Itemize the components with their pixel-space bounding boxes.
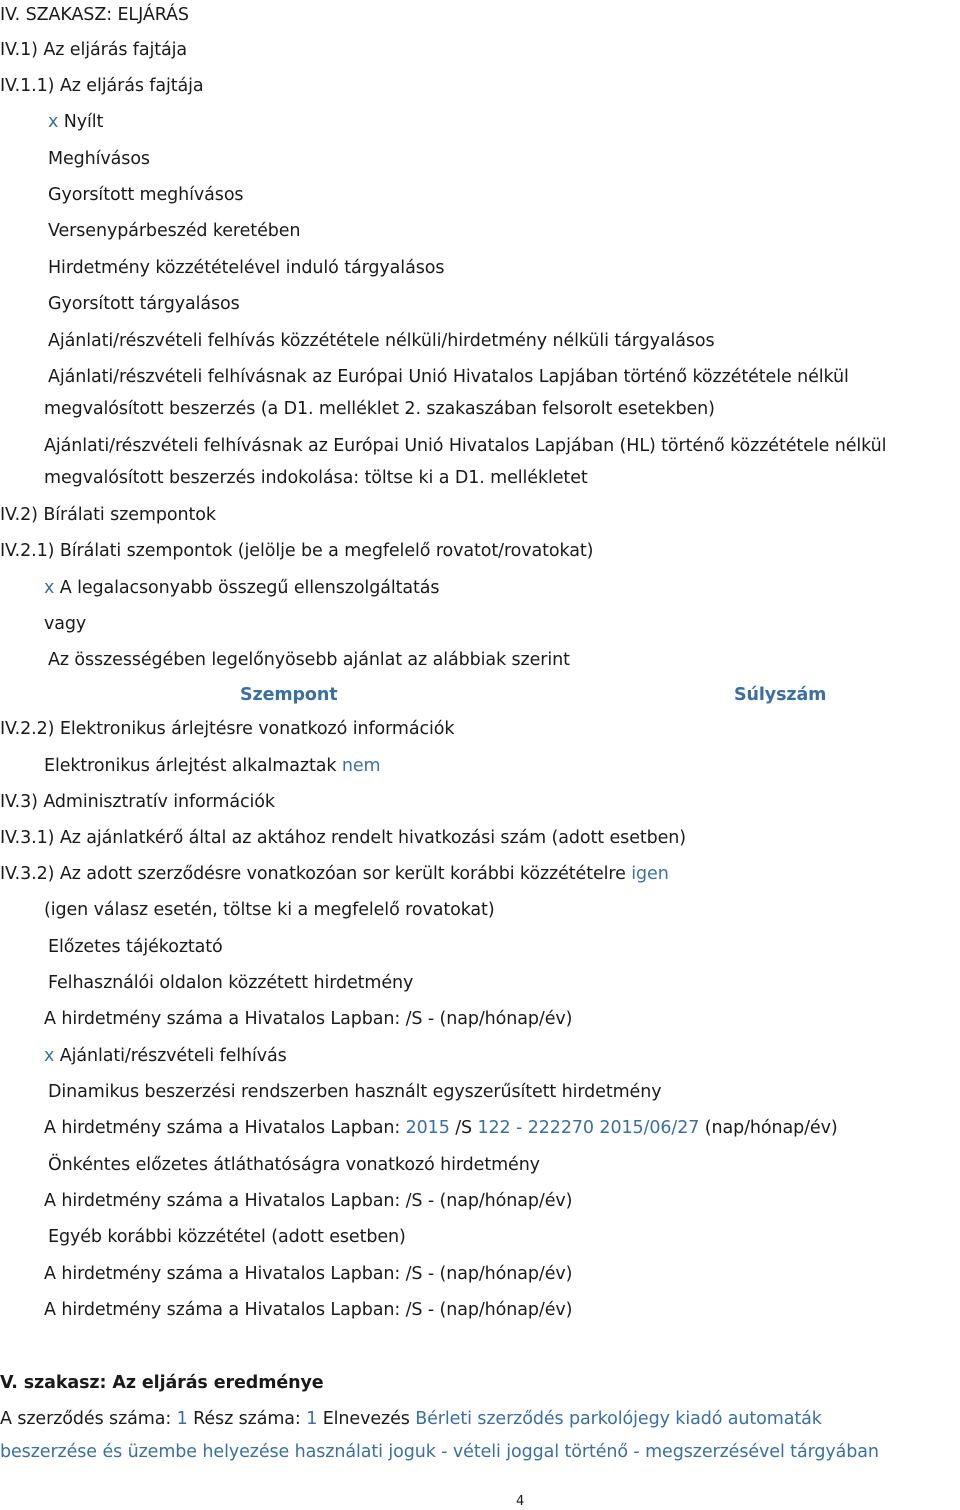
heading-iv-1-1: IV.1.1) Az eljárás fajtája: [0, 76, 204, 96]
contract-number: 1: [176, 1409, 188, 1429]
heading-iv-2: IV.2) Bírálati szempontok: [0, 505, 216, 525]
checked-mark: x: [48, 112, 59, 132]
oj-notice-number-empty: A hirdetmény száma a Hivatalos Lapban: /S - (nap/hónap/év): [44, 1300, 573, 1320]
weight-column-header: Súlyszám: [734, 685, 827, 705]
eu-justification-line1: Ajánlati/részvételi felhívásnak az Európai Unió Hivatalos Lapjában (HL) történő közzététele nélkül: [44, 436, 887, 456]
eu-no-publication-line1: Ajánlati/részvételi felhívásnak az Európai Unió Hivatalos Lapjában történő közzététele nélkül: [48, 367, 849, 387]
prior-information-notice: Előzetes tájékoztató: [48, 937, 223, 957]
heading-iv-3-2: IV.3.2) Az adott szerződésre vonatkozóan sor került korábbi közzétételre igen: [0, 864, 669, 884]
heading-iv-2-1: IV.2.1) Bírálati szempontok (jelölje be a megfelelő rovatot/rovatokat): [0, 541, 594, 561]
proc-type-accelerated-restricted: Gyorsított meghívásos: [48, 185, 244, 205]
lot-number: 1: [306, 1409, 318, 1429]
heading-iv-3-1: IV.3.1) Az ajánlatkérő által az aktához rendelt hivatkozási szám (adott esetben): [0, 828, 687, 848]
oj-notice-number: 222270: [527, 1118, 594, 1138]
proc-type-competitive-dialogue: Versenypárbeszéd keretében: [48, 221, 301, 241]
or-label: vagy: [44, 614, 87, 634]
eu-no-publication-line2: megvalósított beszerzés (a D1. melléklet 2. szakaszában felsorolt esetekben): [44, 399, 715, 419]
criterion-column-header: Szempont: [240, 685, 338, 705]
heading-iv-1: IV.1) Az eljárás fajtája: [0, 40, 188, 60]
if-yes-note: (igen válasz esetén, töltse ki a megfelelő rovatokat): [44, 900, 495, 920]
proc-type-negotiated-with-notice: Hirdetmény közzétételével induló tárgyalásos: [48, 258, 445, 278]
heading-iv-3: IV.3) Adminisztratív információk: [0, 792, 275, 812]
electronic-auction-row: Elektronikus árlejtést alkalmaztak nem: [44, 756, 381, 776]
voluntary-ex-ante-notice: Önkéntes előzetes átláthatóságra vonatkozó hirdetmény: [48, 1155, 540, 1175]
heading-iv-2-2: IV.2.2) Elektronikus árlejtésre vonatkozó információk: [0, 719, 455, 739]
proc-type-open: x Nyílt: [48, 112, 104, 132]
oj-notice-number-empty: A hirdetmény száma a Hivatalos Lapban: /S - (nap/hónap/év): [44, 1191, 573, 1211]
section-5-title: V. szakasz: Az eljárás eredménye: [0, 1373, 324, 1393]
contract-title: Bérleti szerződés parkolójegy kiadó automaták: [415, 1409, 822, 1429]
section-4-title: IV. SZAKASZ: ELJÁRÁS: [0, 5, 189, 25]
oj-date: 2015/06/27: [599, 1118, 700, 1138]
oj-notice-number-empty: A hirdetmény száma a Hivatalos Lapban: /S - (nap/hónap/év): [44, 1009, 573, 1029]
dps-notice: Dinamikus beszerzési rendszerben használt egyszerűsített hirdetmény: [48, 1082, 662, 1102]
proc-type-negotiated-without-notice: Ajánlati/részvételi felhívás közzététele nélküli/hirdetmény nélküli tárgyalásos: [48, 331, 715, 351]
checked-mark: x: [44, 578, 55, 598]
criterion-best-value: Az összességében legelőnyösebb ajánlat az alábbiak szerint: [48, 650, 570, 670]
other-prior-publication: Egyéb korábbi közzététel (adott esetben): [48, 1227, 406, 1247]
contract-notice-row: x Ajánlati/részvételi felhívás: [44, 1046, 287, 1066]
criterion-lowest-price: x A legalacsonyabb összegű ellenszolgáltatás: [44, 578, 440, 598]
oj-s-number: 122: [477, 1118, 511, 1138]
buyer-profile-notice: Felhasználói oldalon közzétett hirdetmény: [48, 973, 414, 993]
oj-year: 2015: [405, 1118, 450, 1138]
contract-title-line2: beszerzése és üzembe helyezése használati joguk - vételi joggal történő - megszerzésével tárgyában: [0, 1442, 879, 1462]
prior-publication-value: igen: [631, 864, 669, 884]
electronic-auction-value: nem: [341, 756, 381, 776]
page-number: 4: [516, 1494, 525, 1509]
proc-type-restricted: Meghívásos: [48, 149, 150, 169]
proc-type-accelerated-negotiated: Gyorsított tárgyalásos: [48, 294, 240, 314]
oj-notice-number-empty: A hirdetmény száma a Hivatalos Lapban: /S - (nap/hónap/év): [44, 1264, 573, 1284]
checked-mark: x: [44, 1046, 55, 1066]
oj-notice-number-filled: A hirdetmény száma a Hivatalos Lapban: 2015 /S 122 - 222270 2015/06/27 (nap/hónap/év): [44, 1118, 838, 1138]
contract-info-line1: A szerződés száma: 1 Rész száma: 1 Elnevezés Bérleti szerződés parkolójegy kiadó automaták: [0, 1409, 822, 1429]
eu-justification-line2: megvalósított beszerzés indokolása: töltse ki a D1. mellékletet: [44, 468, 588, 488]
